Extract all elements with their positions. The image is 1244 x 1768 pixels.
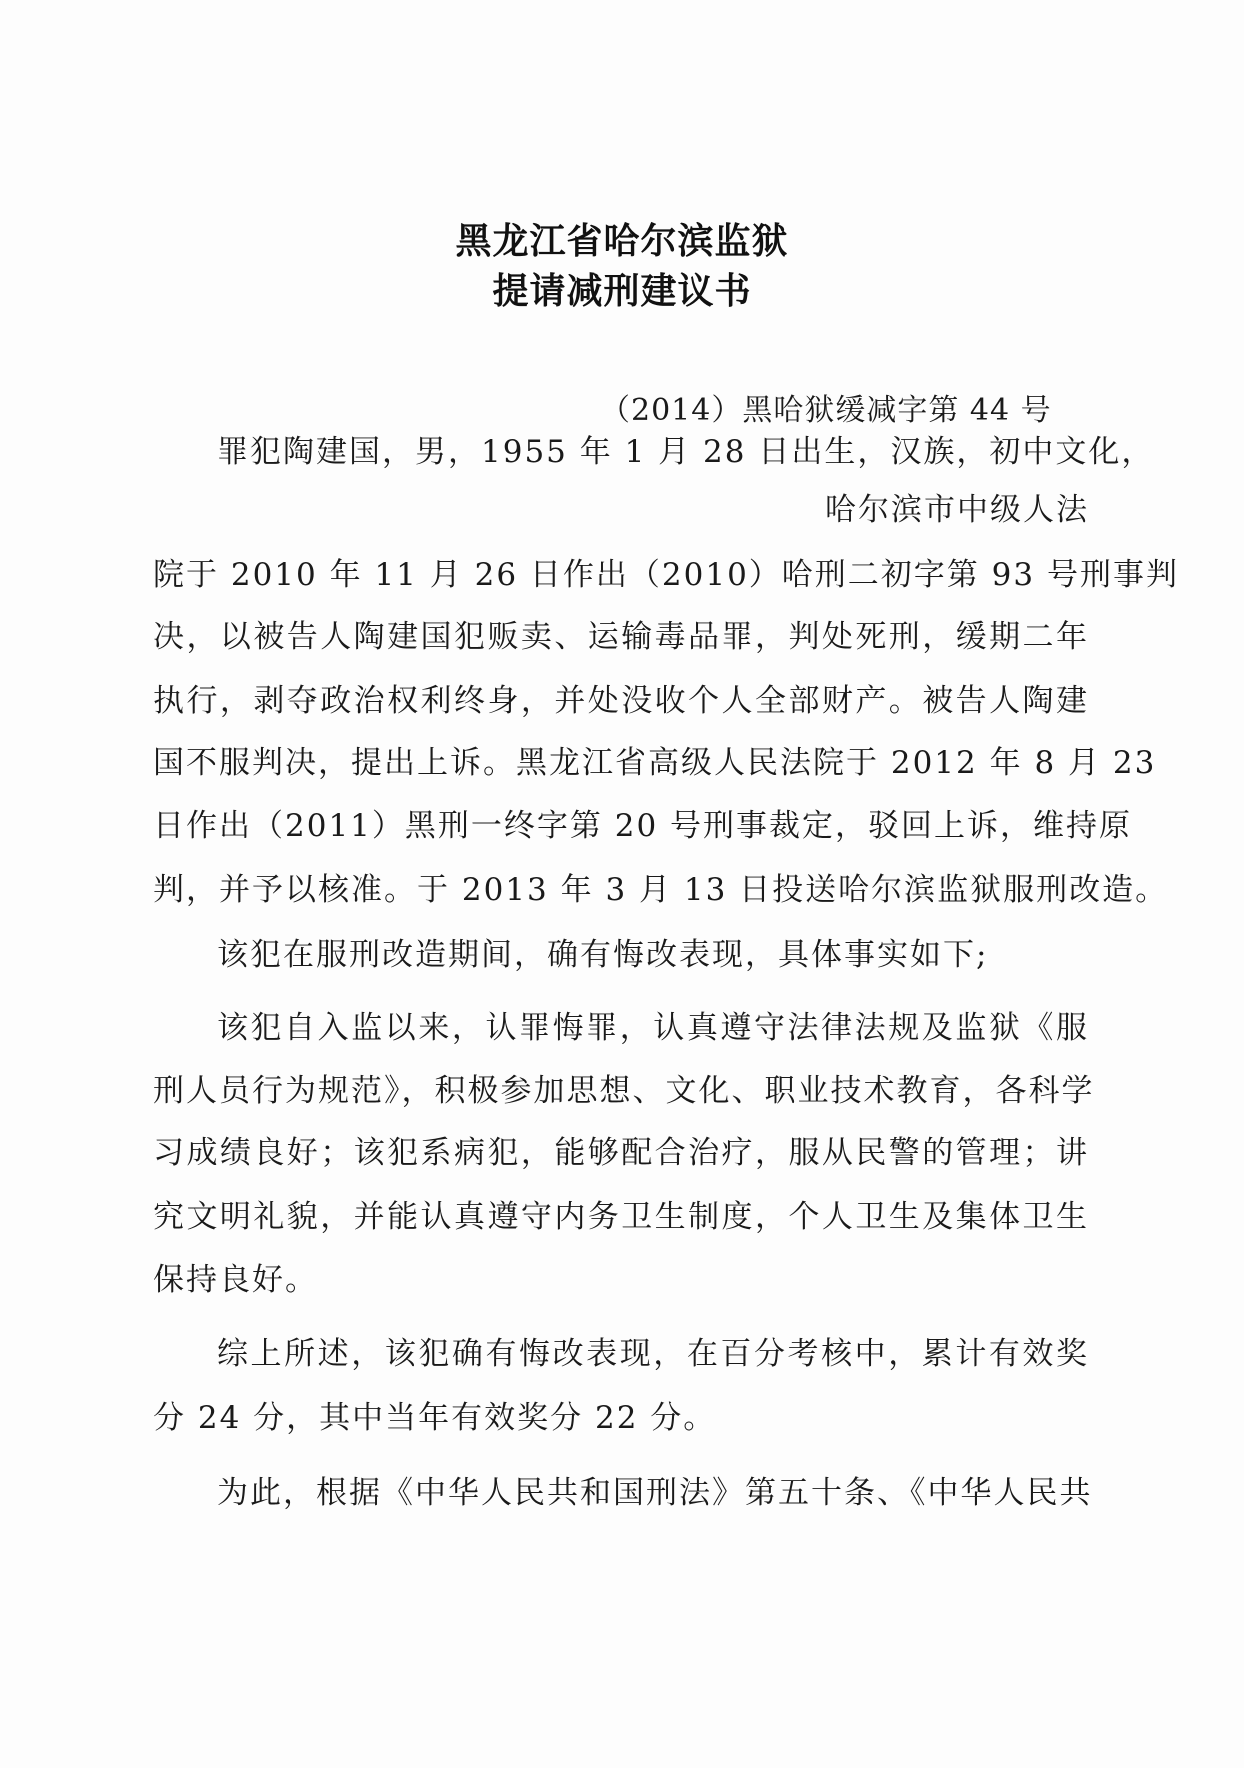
body-line-15: 综上所述，该犯确有悔改表现，在百分考核中，累计有效奖 <box>217 1336 1089 1372</box>
body-line-7: 日作出（2011）黑刑一终字第 20 号刑事裁定，驳回上诉，维持原 <box>153 808 1133 844</box>
body-line-8: 判，并予以核准。于 2013 年 3 月 13 日投送哈尔滨监狱服刑改造。 <box>153 872 1169 908</box>
document-title-line2: 提请减刑建议书 <box>492 271 752 312</box>
body-line-5: 执行，剥夺政治权利终身，并处没收个人全部财产。被告人陶建 <box>153 683 1089 719</box>
body-line-10: 该犯自入监以来，认罪悔罪，认真遵守法律法规及监狱《服 <box>217 1010 1089 1046</box>
body-line-16: 分 24 分，其中当年有效奖分 22 分。 <box>153 1400 717 1436</box>
body-line-11: 刑人员行为规范》，积极参加思想、文化、职业技术教育，各科学 <box>153 1073 1095 1109</box>
document-title-line1: 黑龙江省哈尔滨监狱 <box>455 221 789 262</box>
body-line-4: 决，以被告人陶建国犯贩卖、运输毒品罪，判处死刑，缓期二年 <box>153 619 1089 655</box>
body-line-3: 院于 2010 年 11 月 26 日作出（2010）哈刑二初字第 93 号刑事判 <box>153 557 1179 593</box>
body-line-12: 习成绩良好；该犯系病犯，能够配合治疗，服从民警的管理；讲 <box>153 1135 1089 1171</box>
body-line-17: 为此，根据《中华人民共和国刑法》第五十条、《中华人民共 <box>217 1475 1093 1511</box>
document-number: （2014）黑哈狱缓减字第 44 号 <box>600 393 1052 428</box>
body-line-9: 该犯在服刑改造期间，确有悔改表现，具体事实如下; <box>217 937 989 973</box>
body-line-2: 哈尔滨市中级人法 <box>825 492 1089 528</box>
body-line-6: 国不服判决，提出上诉。黑龙江省高级人民法院于 2012 年 8 月 23 <box>153 745 1157 781</box>
body-line-14: 保持良好。 <box>153 1262 318 1298</box>
body-line-1: 罪犯陶建国，男，1955 年 1 月 28 日出生，汉族，初中文化， <box>217 434 1155 470</box>
body-line-13: 究文明礼貌，并能认真遵守内务卫生制度，个人卫生及集体卫生 <box>153 1199 1089 1235</box>
